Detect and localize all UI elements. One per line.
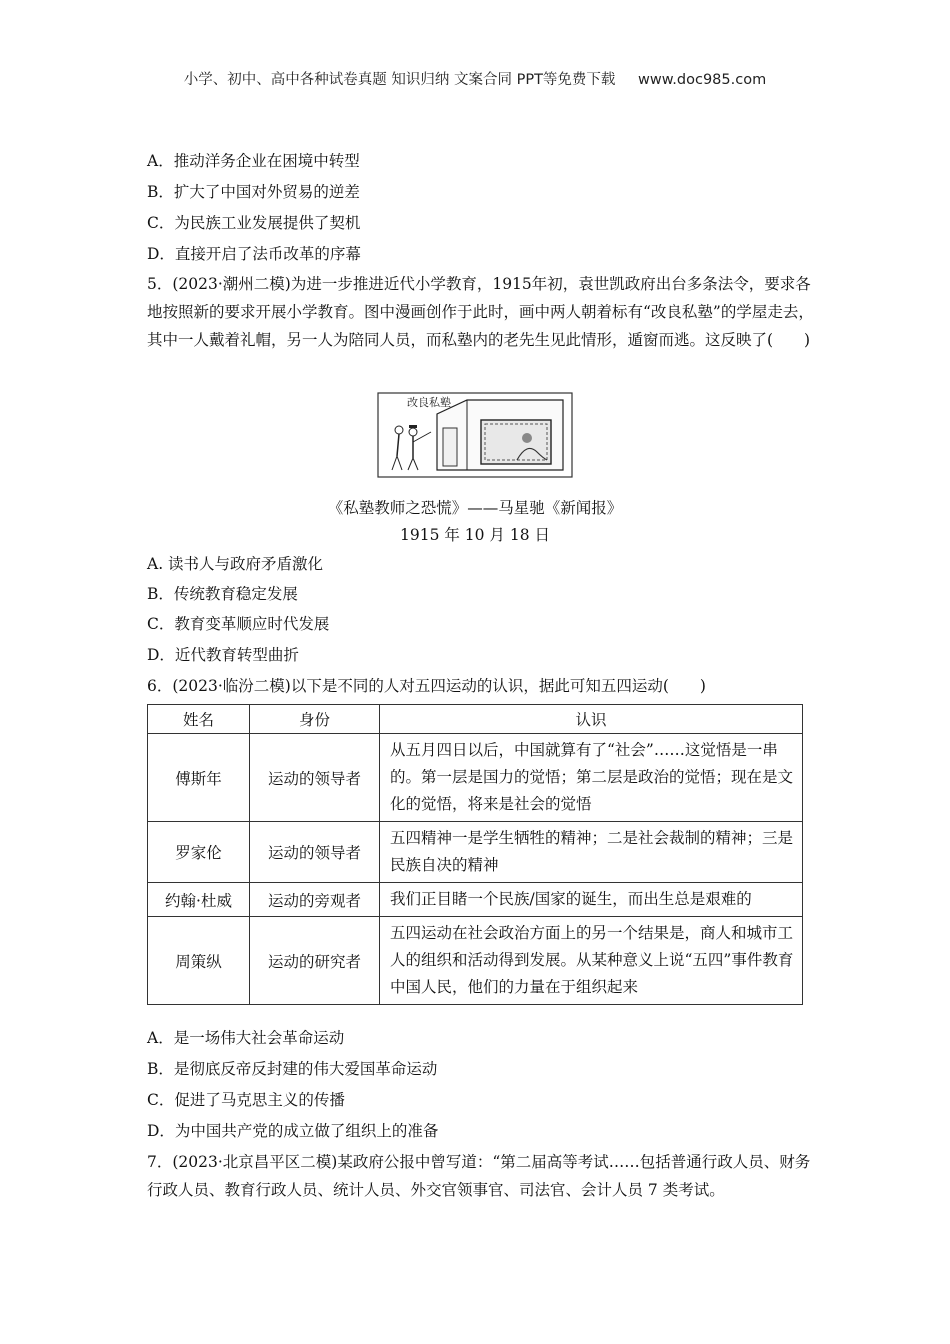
q5-stem: 5．(2023·潮州二模)为进一步推进近代小学教育，1915年初，袁世凯政府出台多条法令，要求各地按照新的要求开展小学教育。图中漫画创作于此时，画中两人朝着标有“改良私塾”的学屋走去，其中一人戴着礼帽，另一人为陪同人员，而私塾内的老先生见此情形，遁窗而逃。这反映了( ) [147,275,814,349]
q4-option-b: B．扩大了中国对外贸易的逆差 [147,183,360,201]
table-row [148,917,803,1005]
row-role: 运动的研究者 [250,917,380,1005]
q4-option-a: A．推动洋务企业在困境中转型 [147,152,360,170]
q6-stem: 6．(2023·临汾二模)以下是不同的人对五四运动的认识，据此可知五四运动( ) [147,677,706,695]
row-role: 运动的领导者 [250,822,380,883]
header-text: 小学、初中、高中各种试卷真题 知识归纳 文案合同 PPT等免费下载 [183,72,616,88]
row-role: 运动的领导者 [250,734,380,822]
row-name: 周策纵 [148,917,250,1005]
q6-option-a: A．是一场伟大社会革命运动 [147,1029,345,1047]
table-row [148,734,803,822]
row-view: 我们正目睹一个民族/国家的诞生，而出生总是艰难的 [380,883,803,917]
header-view: 认识 [380,705,803,734]
cartoon-caption-date: 1915 年 10 月 18 日 [399,526,551,544]
cartoon-caption-title: 《私塾教师之恐慌》——马星驰《新闻报》 [327,499,623,517]
header-name: 姓名 [148,705,250,734]
q5-option-c: C．教育变革顺应时代发展 [147,615,330,633]
table-header-row [148,705,803,734]
q4-option-c: C．为民族工业发展提供了契机 [147,214,361,232]
row-name: 傅斯年 [148,734,250,822]
cartoon-image [377,392,573,478]
q5-option-b: B．传统教育稳定发展 [147,585,298,603]
q7-stem: 7．(2023·北京昌平区二模)某政府公报中曾写道：“第二届高等考试……包括普通行政人员、财务行政人员、教育行政人员、统计人员、外交官领事官、司法官、会计人员 7 类考试。 [147,1153,811,1199]
row-name: 约翰·杜威 [148,883,250,917]
header-site-link[interactable]: www.doc985.com [638,72,767,88]
table-row [148,822,803,883]
row-role: 运动的旁观者 [250,883,380,917]
cartoon-sign-text: 改良私塾 [407,396,451,409]
q6-option-b: B．是彻底反帝反封建的伟大爱国革命运动 [147,1060,438,1078]
row-name: 罗家伦 [148,822,250,883]
row-view: 五四精神一是学生牺牲的精神；二是社会裁制的精神；三是民族自决的精神 [380,822,803,883]
q4-option-d: D．直接开启了法币改革的序幕 [147,245,361,263]
page-header [0,68,950,89]
q5-option-a: A. 读书人与政府矛盾激化 [147,555,324,573]
q6-table [147,704,803,1005]
header-role: 身份 [250,705,380,734]
row-view: 五四运动在社会政治方面上的另一个结果是，商人和城市工人的组织和活动得到发展。从某种意义上说“五四”事件教育中国人民，他们的力量在于组织起来 [380,917,803,1005]
table-row [148,883,803,917]
q5-option-d: D．近代教育转型曲折 [147,646,299,664]
q6-option-d: D．为中国共产党的成立做了组织上的准备 [147,1122,439,1140]
row-view: 从五月四日以后，中国就算有了“社会”……这觉悟是一串的。第一层是国力的觉悟；第二层是政治的觉悟；现在是文化的觉悟，将来是社会的觉悟 [380,734,803,822]
q6-option-c: C．促进了马克思主义的传播 [147,1091,345,1109]
